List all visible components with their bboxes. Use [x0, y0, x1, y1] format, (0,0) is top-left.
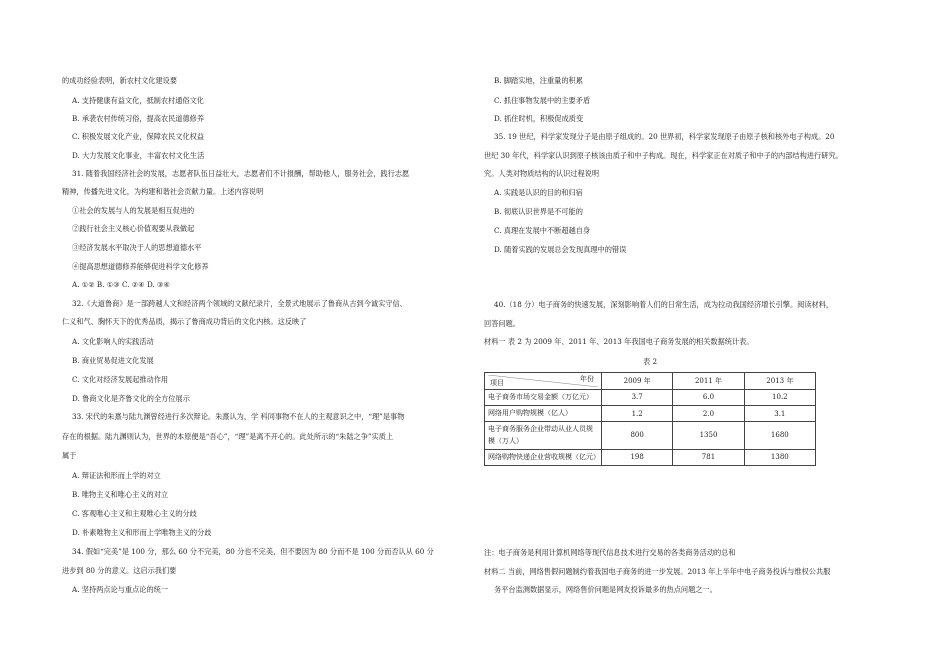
- table-cell: 1350: [673, 422, 744, 449]
- header-item: 项目: [490, 378, 504, 387]
- table-cell: 1680: [744, 422, 815, 449]
- table-row: [485, 390, 816, 406]
- table-cell: 1.2: [602, 406, 673, 422]
- option-b: B. 唯物主义和唯心主义的对立: [72, 490, 169, 499]
- option-c: C. 积极发展文化产业，保障农民文化权益: [72, 132, 205, 141]
- option-a: A. 坚持两点论与重点论的统一: [72, 585, 169, 594]
- table-cell: 3.7: [602, 390, 673, 406]
- material-1: 材料一 表 2 为 2009 年、2011 年、2013 年我国电子商务发展的相关数据统计表。: [484, 337, 754, 346]
- table-caption: 表 2: [642, 357, 658, 366]
- text-line: 存在的根据。陆九渊则认为，世界的本原便是“吾心”，“理”是离不开心的。此处所示的“朱陆之争”实质上: [62, 432, 394, 441]
- table-cell: 3.1: [744, 406, 815, 422]
- year-header: 2009 年: [602, 373, 673, 390]
- table-cell: 800: [602, 422, 673, 449]
- table-cell: 2.0: [673, 406, 744, 422]
- table-corner-cell: [485, 373, 602, 390]
- option-c: C. 文化对经济发展起推动作用: [72, 375, 169, 384]
- text-line: 务平台监测数据显示，网络售价问题是网友投诉最多的热点问题之一。: [494, 585, 717, 594]
- option-a: A. 文化影响人的实践活动: [72, 337, 154, 346]
- option-d: D. 朴素唯物主义和形而上学唯物主义的分歧: [72, 528, 212, 537]
- table-cell: 6.0: [673, 390, 744, 406]
- text-line: 属于: [62, 451, 77, 460]
- question-31: 31. 随着我国经济社会的发展，志愿者队伍日益壮大，志愿者们不计报酬，帮助他人，服务社会，践行志愿: [72, 169, 410, 178]
- year-header: 2011 年: [673, 373, 744, 390]
- table-cell: 198: [602, 449, 673, 465]
- option-d: D. 鲁商文化是齐鲁文化的全方位展示: [72, 394, 190, 403]
- table-cell: 781: [673, 449, 744, 465]
- option-c: C. 抓住事物发展中的主要矛盾: [494, 96, 591, 105]
- question-40: 40.（18 分）电子商务的快速发展，深刻影响着人们的日常生活，成为拉动我国经济增长引擎。阅读材料，: [494, 300, 834, 309]
- table-cell: 1380: [744, 449, 815, 465]
- text-line: 进步到 80 分的意义。这启示我们要: [62, 566, 177, 575]
- option-b: B. 脚踏实地，注重量的积累: [494, 76, 583, 85]
- question-32: 32.《大道鲁商》是一部跨越人文和经济两个领域的文献纪录片，全景式地展示了鲁商从古到今诚实守信、: [72, 299, 407, 308]
- row-label: 网络用户购物规模（亿人）: [485, 406, 602, 422]
- option-d: D. 抓住时机，积极促成质变: [494, 114, 584, 123]
- text-line: 的成功经验表明，新农村文化建设要: [62, 76, 178, 85]
- material-2: 材料二 当前，网络售假问题制约着我国电子商务的进一步发展。2013 年上半年中电子商务投诉与维权公共服: [484, 567, 831, 576]
- text-line: 究。人类对物质结构的认识过程说明: [484, 169, 600, 178]
- table-row: [485, 422, 816, 449]
- table-header-row: [485, 373, 816, 390]
- option-a: A. 辩证法和形而上学的对立: [72, 471, 161, 480]
- table-row: [485, 406, 816, 422]
- text-line: 世纪 30 年代，科学家认识到原子核该由质子和中子构成。现在，科学家正在对质子和中子的内部结构进行研究。: [484, 151, 843, 160]
- question-35: 35. 19 世纪，科学家发现分子是由原子组成的。20 世界初，科学家发现原子由原子核和核外电子构成。20: [494, 132, 835, 141]
- text-line: 回答问题。: [484, 319, 520, 328]
- option-d: D. 随着实践的发展总会发现真理中的错误: [494, 245, 627, 254]
- header-year: 年份: [580, 375, 594, 383]
- question-34: 34. 假如“完美”是 100 分，那么 60 分不完美，80 分也不完美，但不要因为 80 分而不是 100 分而否认从 60 分: [72, 547, 434, 556]
- statement-4: ④提高思想道德修养能够促进科学文化修养: [72, 262, 209, 271]
- options-31: A. ①② B. ①③ C. ②④ D. ③④: [72, 280, 170, 289]
- option-b: B. 彻底认识世界是不可能的: [494, 207, 583, 216]
- option-b: B. 商业贸易促进文化发展: [72, 356, 154, 365]
- option-b: B. 承袭农村传统习俗，提高农民道德修养: [72, 114, 205, 123]
- statement-2: ②践行社会主义核心价值观要从我做起: [72, 224, 195, 233]
- row-label: 电子商务服务企业带动从业人员规模（万人）: [485, 422, 602, 449]
- table-cell: 10.2: [744, 390, 815, 406]
- option-c: C. 客观唯心主义和主观唯心主义的分歧: [72, 509, 197, 518]
- row-label: 网络购物快递企业营收规模（亿元）: [485, 449, 602, 465]
- option-a: A. 实践是认识的目的和归宿: [494, 188, 583, 197]
- text-line: 仁义和气、胸怀天下的优秀品质，揭示了鲁商成功背后的文化内核。这反映了: [62, 317, 307, 326]
- stats-table: [484, 372, 816, 466]
- option-c: C. 真理在发展中不断超越自身: [494, 226, 591, 235]
- row-label: 电子商务市场交易金额（万亿元）: [485, 390, 602, 406]
- option-a: A. 支持健康有益文化，抵制农村通俗文化: [72, 96, 204, 105]
- question-33: 33. 宋代的朱熹与陆九渊曾经进行多次辩论。朱熹认为，学 科同事物不在人的主观意识之中，“理”是事物: [72, 412, 405, 421]
- text-line: 精神，传播先进文化，为构建和谐社会贡献力量。上述内容说明: [62, 187, 264, 196]
- statement-1: ①社会的发展与人的发展是相互促进的: [72, 206, 195, 215]
- statement-3: ③经济发展水平取决于人的思想道德水平: [72, 243, 202, 252]
- year-header: 2013 年: [744, 373, 815, 390]
- option-d: D. 大力发展文化事业，丰富农村文化生活: [72, 151, 205, 160]
- table-note: 注：电子商务是利用计算机网络等现代信息技术进行交易的各类商务活动的总和: [484, 548, 736, 557]
- table-row: [485, 449, 816, 465]
